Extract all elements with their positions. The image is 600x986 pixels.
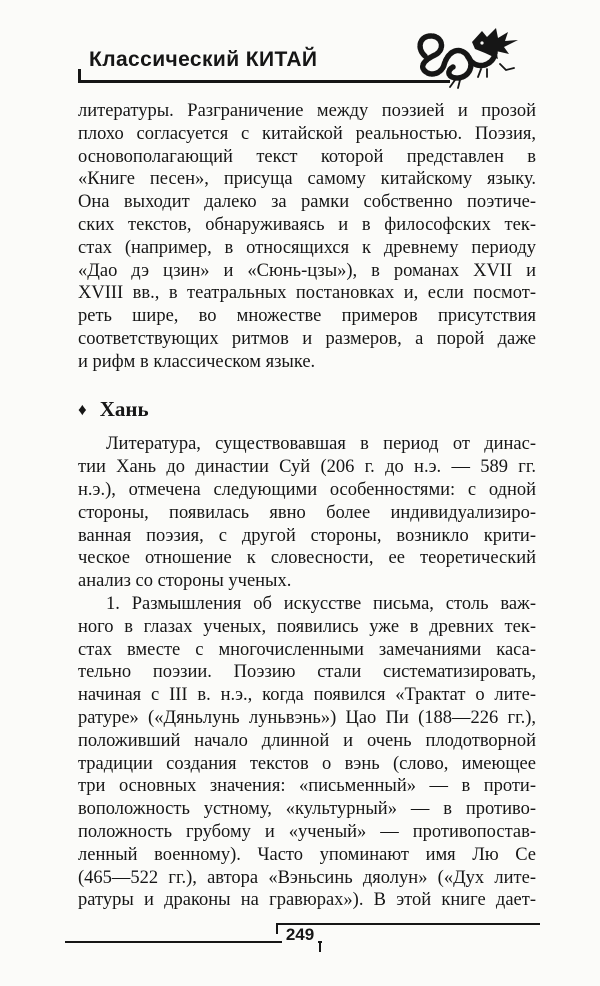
text-line: литературы. Разграничение между поэзией и прозой: [78, 101, 536, 121]
footer-tick-left: [276, 923, 278, 934]
paragraph-writing-art: [78, 593, 536, 912]
diamond-icon: ♦: [78, 399, 87, 419]
text-line: ских текстов, обнаруживаясь и в философских тек-: [78, 214, 536, 235]
text-line: Литература, существовавшая в период от динас-: [106, 434, 536, 455]
text-line: стах (например, в относящихся к древнему периоду: [78, 237, 536, 258]
text-line: «Книге песен», присуща самому китайскому языку.: [78, 169, 536, 190]
text-line: воположность устному, «культурный» — в противо-: [78, 799, 536, 820]
paragraph-continuation: [78, 100, 536, 374]
text-line: ного в глазах ученых, появились уже в древних тек-: [78, 616, 536, 637]
text-line: плохо согласуется с китайской реальностью. Поэзия,: [78, 123, 536, 144]
text-line: три основных значения: «письменный» — в проти-: [78, 776, 536, 797]
text-line: стах вместе с многочисленными замечаниями каса-: [78, 639, 536, 660]
text-line: ратуре» («Дяньлунь луньвэнь») Цао Пи (188—226 гг.),: [78, 707, 536, 728]
page-number: 249: [282, 925, 318, 945]
text-line: н.э.), отмечена следующими особенностями: с одной: [78, 479, 536, 500]
text-line: основополагающий текст которой представлен в: [78, 146, 536, 167]
text-line: тельно поэзии. Поэзию стали систематизировать,: [78, 662, 536, 683]
header-rule: [78, 80, 450, 83]
text-line: ческое отношение к словесности, ее теоретический: [78, 548, 536, 569]
text-line: ванная поэзия, с другой стороны, возникло крити-: [78, 525, 536, 546]
text-line: реть шире, во множестве примеров присутствия: [78, 306, 536, 327]
footer-tick-right: [319, 941, 321, 952]
text-line: стороны, появилась явно более индивидуализиро-: [78, 502, 536, 523]
running-title: Классический КИТАЙ: [89, 48, 318, 71]
text-line: соответствующих ритмов и размеров, а порой даже: [78, 328, 536, 349]
dragon-ornament-icon: [410, 26, 528, 92]
section-heading-text: Хань: [99, 396, 149, 421]
text-line: тии Хань до династии Суй (206 г. до н.э. — 589 гг.: [78, 457, 536, 478]
text-line: «Дао дэ цзин» и «Сюнь-цзы»), в романах XVII и: [78, 260, 536, 281]
text-line: XVIII вв., в театральных постановках и, если посмот-: [78, 283, 536, 304]
text-line: и рифм в классическом языке.: [78, 351, 316, 372]
text-line: положивший начало длинной и очень плодотворной: [78, 730, 536, 751]
text-line: традиции создания текстов о вэнь (слово, имеющее: [78, 753, 536, 774]
text-line: (465—522 гг.), автора «Вэньсинь дяолун» («Дух лите-: [78, 867, 536, 888]
paragraph-han-intro: [78, 433, 536, 593]
text-line: начиная с III в. н.э., когда появился «Трактат о лите-: [78, 685, 536, 706]
section-heading: [78, 398, 536, 421]
page-body: [78, 100, 536, 912]
text-line: анализ со стороны ученых.: [78, 571, 292, 592]
text-line: ратуры и драконы на гравюрах»). В этой книге дает-: [78, 890, 536, 911]
text-line: 1. Размышления об искусстве письма, столь важ-: [106, 593, 536, 614]
text-line: Она выходит далеко за рамки собственно поэтиче-: [78, 192, 536, 213]
text-line: ленный военному). Часто упоминают имя Лю Се: [78, 844, 536, 865]
text-line: положность грубому и «ученый» — противопостав-: [78, 821, 536, 842]
